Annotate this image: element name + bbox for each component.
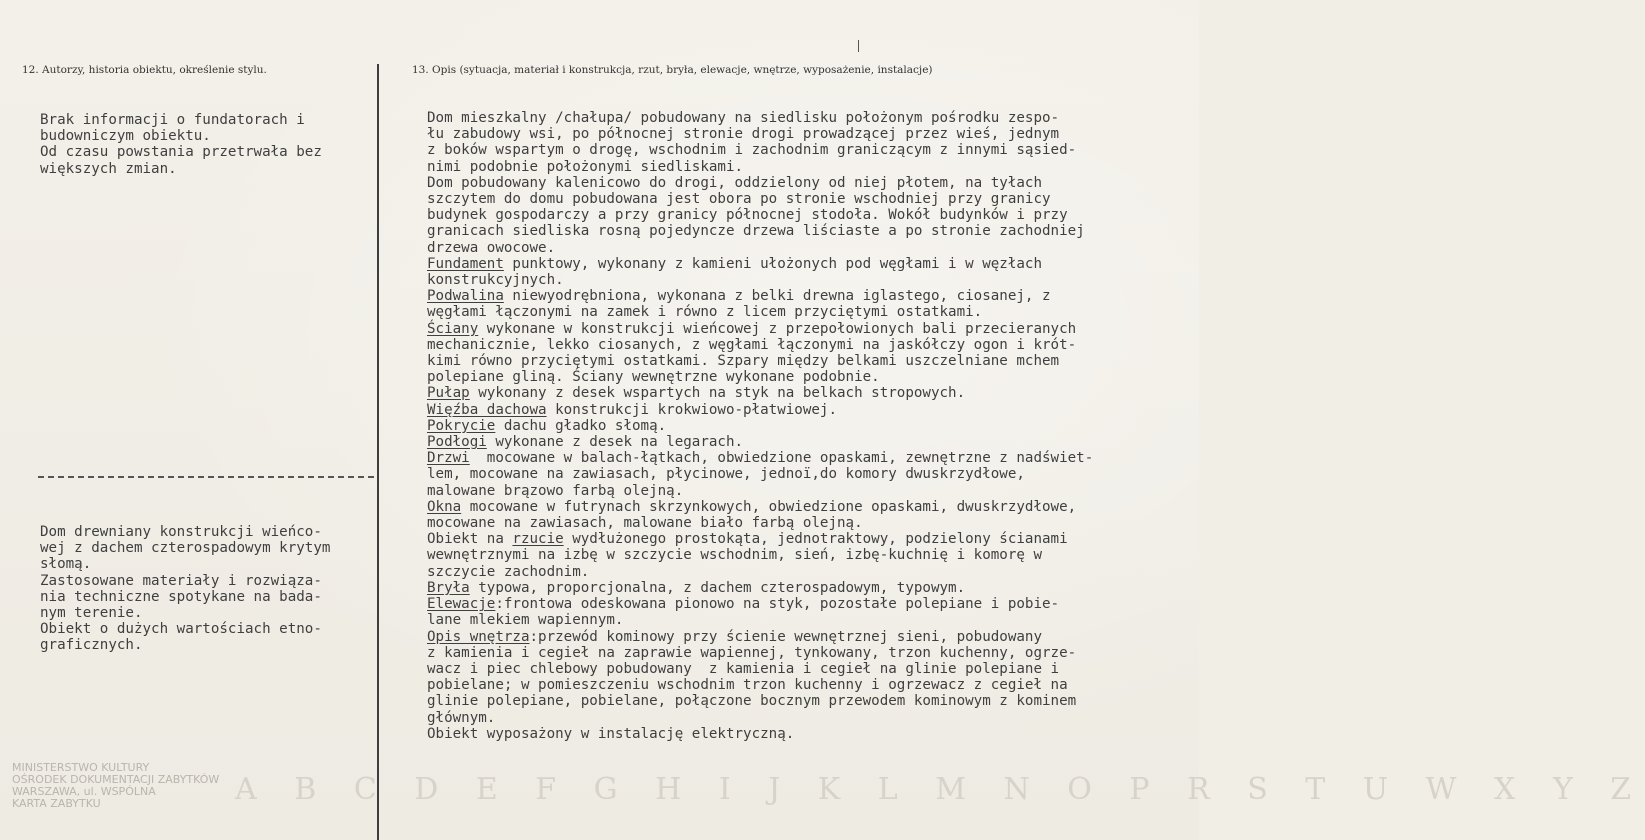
description-line (427, 272, 564, 288)
style-assessment-line: wej z dachem czterospadowym krytym (40, 540, 331, 557)
description-text: polepiane gliną. Ściany wewnętrzne wykonane podobnie. (427, 369, 880, 386)
footer-stamp-line: WARSZAWA, ul. WSPÓLNA (12, 785, 156, 798)
description-term: Opis wnętrza (427, 628, 530, 645)
footer-stamp (12, 762, 219, 810)
style-assessment-text (40, 524, 330, 654)
style-assessment-line: słomą. (40, 556, 92, 573)
form-footer (0, 752, 1645, 840)
description-line (427, 596, 1059, 612)
description-text: szczytem do domu pobudowana jest obora po stronie wschodniej przy granicy (427, 191, 1051, 208)
description-line (427, 564, 589, 580)
description-line (427, 191, 1051, 207)
description-line (427, 677, 1068, 693)
authors-history-line: budowniczym obiektu. (40, 128, 211, 145)
description-line (427, 531, 1068, 547)
description-term: rzucie (512, 531, 564, 548)
description-term: Okna (427, 498, 462, 515)
description-text: Dom pobudowany kalenicowo do drogi, oddzielony od niej płotem, na tyłach (427, 174, 1042, 191)
description-text: niewyodrębniona, wykonana z belki drewna iglastego, ciosanej, z (503, 288, 1051, 305)
section-12-header: 12. Autorzy, historia obiektu, określenie stylu. (22, 64, 267, 76)
description-line (427, 337, 1076, 353)
description-line (427, 515, 863, 531)
description-text: Dom mieszkalny /chałupa/ pobudowany na siedlisku położonym pośrodku zespo- (427, 110, 1060, 126)
description-line (427, 304, 982, 320)
description-line (427, 661, 1059, 677)
description-line (427, 256, 1042, 272)
description-line (427, 450, 1093, 466)
style-assessment-line: graficznych. (40, 637, 143, 654)
description-line (427, 580, 965, 596)
description-line (427, 483, 683, 499)
description-text: :przewód kominowy przy ścienie wewnętrznej sieni, pobudowany (529, 628, 1042, 645)
description-text: z kamienia i cegieł na zaprawie wapiennej, tynkowany, trzon kuchenny, ogrze- (427, 644, 1077, 661)
description-term: Podłogi (427, 434, 487, 451)
description-term: Pułap (427, 385, 470, 402)
description-term: Bryła (427, 579, 470, 596)
description-term: Podwalina (427, 288, 504, 305)
description-term: Elewacje (427, 596, 496, 613)
description-text: mocowane na zawiasach, malowane biało farbą olejną. (427, 515, 863, 532)
top-tick-mark (858, 40, 859, 52)
description-text: dachu gładko słomą. (495, 417, 667, 434)
description-text: konstrukcyjnych. (427, 272, 564, 289)
description-text: mocowane w futrynach skrzynkowych, obwiedzione opaskami, dwuskrzydłowe, (461, 498, 1077, 515)
authors-history-line: Od czasu powstania przetrwała bez (40, 144, 322, 161)
description-line (427, 159, 743, 175)
description-text: Obiekt na (427, 531, 513, 548)
object-description-text (427, 110, 1093, 742)
description-text: wykonane w konstrukcji wieńcowej z przepołowionych bali przecieranych (478, 320, 1077, 337)
footer-stamp-line: KARTA ZABYTKU (12, 797, 101, 810)
description-text: wydłużonego prostokąta, jednotraktowy, podzielony ścianami (563, 531, 1068, 548)
description-text: :frontowa odeskowana pionowo na styk, pozostałe polepiane i pobie- (495, 596, 1060, 613)
description-text: drzewa owocowe. (427, 239, 556, 256)
description-text: glinie polepiane, pobielane, połączone bocznym przewodem kominowym z kominem (427, 693, 1077, 710)
description-text: szczycie zachodnim. (427, 563, 590, 580)
description-line (427, 385, 965, 401)
description-text: nimi podobnie położonymi siedliskami. (427, 158, 744, 175)
description-text: wykonany z desek wspartych na styk na belkach stropowych. (469, 385, 966, 402)
description-line (427, 223, 1085, 239)
style-assessment-line: Zastosowane materiały i rozwiąza- (40, 572, 322, 589)
description-text: kimi równo przyciętymi ostatkami. Szpary między belkami uszczelniane mchem (427, 353, 1060, 370)
description-term: Więźba dachowa (427, 401, 547, 418)
authors-history-text (40, 112, 322, 177)
description-text: konstrukcji krokwiowo-płatwiowej. (546, 401, 838, 418)
description-text: budynek gospodarczy a przy granicy północnej stodoła. Wokół budynków i przy (427, 207, 1068, 224)
footer-letter-ruler: A B C D E F G H I J K L M N O P R S T U W X Y Z (235, 772, 1645, 807)
description-line (427, 402, 837, 418)
description-term: Ściany (427, 320, 479, 337)
description-line (427, 353, 1059, 369)
description-line (427, 369, 880, 385)
description-text: lem, mocowane na zawiasach, płycinowe, jednoï,do komory dwuskrzydłowe, (427, 466, 1025, 483)
description-line (427, 612, 623, 628)
description-text: lane mlekiem wapiennym. (427, 612, 624, 629)
description-text: pobielane; w pomieszczeniu wschodnim trzon kuchenny i ogrzewacz z cegieł na (427, 677, 1068, 694)
style-assessment-line: nym terenie. (40, 605, 143, 622)
description-text: z boków wspartym o drogę, wschodnim i zachodnim graniczącym z innymi sąsied- (427, 142, 1077, 159)
description-text: wewnętrznymi na izbę w szczycie wschodnim, sień, izbę-kuchnię i komorę w (427, 547, 1042, 564)
description-line (427, 240, 555, 256)
description-term: Drzwi (427, 450, 470, 467)
description-text: punktowy, wykonany z kamieni ułożonych pod węgłami i w węzłach (503, 255, 1042, 272)
description-text: malowane brązowo farbą olejną. (427, 482, 684, 499)
description-text: mechanicznie, lekko ciosanych, z węgłami łączonymi na jaskółczy ogon i krót- (427, 336, 1077, 353)
description-text: Obiekt wyposażony w instalację elektryczną. (427, 725, 795, 742)
description-text: granicach siedliska rosną pojedyncze drzewa liściaste a po stronie zachodniej (427, 223, 1085, 240)
section-13-header: 13. Opis (sytuacja, materiał i konstrukcja, rzut, bryła, elewacje, wnętrze, wyposażenie, instalacje) (412, 64, 933, 76)
description-line (427, 499, 1076, 515)
description-line (427, 142, 1076, 158)
description-line (427, 418, 666, 434)
description-term: Fundament (427, 255, 504, 272)
description-line (427, 126, 1059, 142)
footer-stamp-line: OŚRODEK DOKUMENTACJI ZABYTKÓW (12, 773, 220, 786)
description-term: Pokrycie (427, 417, 496, 434)
description-line (427, 629, 1042, 645)
column-divider (377, 64, 379, 840)
description-line (427, 693, 1076, 709)
description-text: węgłami łączonymi na zamek i równo z licem przyciętymi ostatkami. (427, 304, 983, 321)
description-line (427, 434, 743, 450)
footer-stamp-line: MINISTERSTWO KULTURY (12, 761, 150, 774)
description-line (427, 710, 495, 726)
style-assessment-line: Dom drewniany konstrukcji wieńco- (40, 524, 322, 540)
description-line (427, 207, 1068, 223)
description-line (427, 110, 1059, 126)
description-line (427, 726, 794, 742)
description-line (427, 288, 1051, 304)
authors-history-line: Brak informacji o fundatorach i (40, 112, 305, 128)
description-text: wykonane z desek na legarach. (486, 434, 744, 451)
description-text: mocowane w balach-łątkach, obwiedzione opaskami, zewnętrzne z nadświet- (469, 450, 1094, 467)
style-assessment-line: Obiekt o dużych wartościach etno- (40, 621, 322, 638)
description-line (427, 175, 1042, 191)
description-line (427, 645, 1076, 661)
description-text: wacz i piec chlebowy pobudowany z kamienia i cegieł na glinie polepiane i (427, 660, 1060, 677)
description-text: typowa, proporcjonalna, z dachem czterospadowym, typowym. (469, 579, 966, 596)
authors-history-line: większych zmian. (40, 160, 177, 177)
description-line (427, 321, 1076, 337)
dashed-separator (38, 476, 374, 478)
style-assessment-line: nia techniczne spotykane na bada- (40, 588, 322, 605)
description-line (427, 547, 1042, 563)
description-text: głównym. (427, 709, 496, 726)
description-text: łu zabudowy wsi, po północnej stronie drogi prowadzącej przez wieś, jednym (427, 126, 1060, 143)
description-line (427, 466, 1025, 482)
